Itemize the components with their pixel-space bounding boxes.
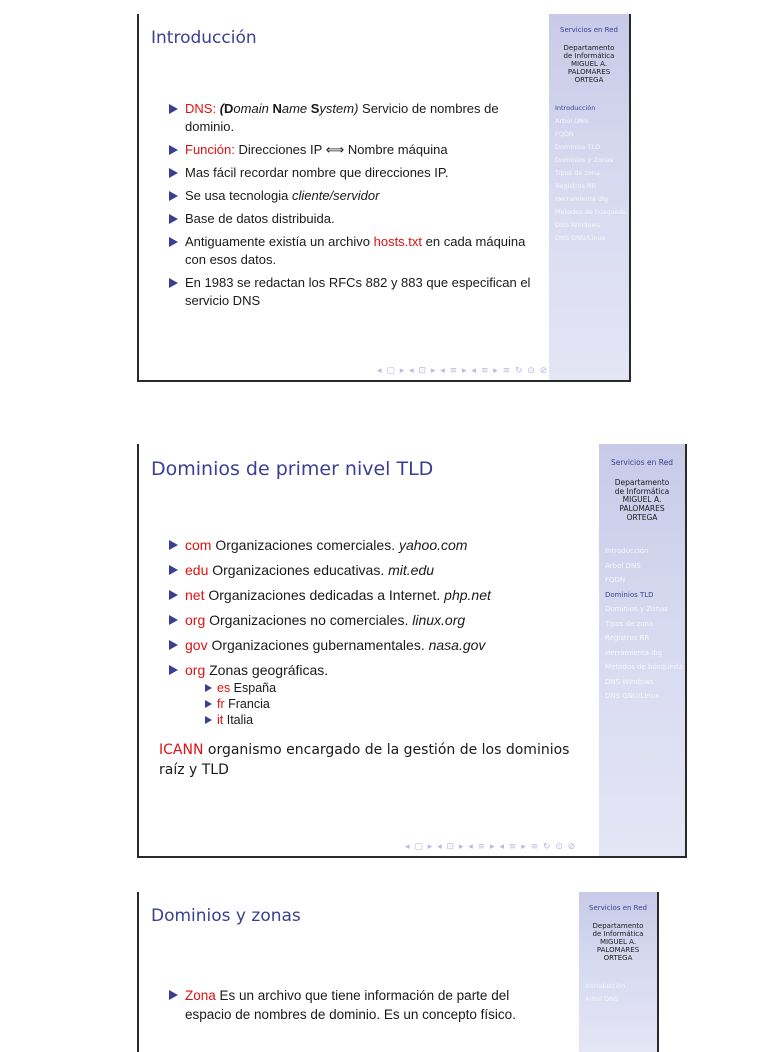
- term-funcion: Función:: [185, 142, 235, 157]
- list-item-text: En 1983 se redactan los RFCs 882 y 883 que especifican el servicio DNS: [185, 275, 531, 308]
- word-domain: omain: [233, 101, 273, 116]
- list-item-text: Es un archivo que tiene información de parte del espacio de nombres de dominio. Es un concepto físico.: [185, 988, 516, 1022]
- initial-d: D: [224, 101, 234, 116]
- geo-item: [203, 712, 607, 728]
- term-dns: DNS:: [185, 101, 217, 116]
- tld-description: Zonas geográficas.: [205, 662, 329, 678]
- list-item: [167, 586, 607, 605]
- sidebar: [549, 14, 629, 380]
- sidebar-nav-item[interactable]: Metodos de búsqueda: [605, 663, 683, 672]
- sidebar-author: MIGUEL A. PALOMARES ORTEGA: [619, 495, 665, 522]
- sidebar-nav-item[interactable]: DNS Windows: [605, 677, 654, 686]
- sidebar-nav-item[interactable]: Registros RR: [555, 182, 597, 191]
- initial-s: S: [310, 101, 320, 116]
- slide-title: Dominios y zonas: [151, 906, 301, 926]
- word-name: ame: [281, 101, 311, 116]
- bullet-list: [167, 986, 557, 1024]
- geo-name: Italia: [223, 713, 254, 727]
- list-item-text: Se usa tecnologia: [185, 188, 292, 203]
- sidebar-department: Departamento de Informática: [592, 922, 644, 939]
- sidebar-course: Servicios en Red: [589, 904, 647, 912]
- sidebar: [579, 892, 657, 1052]
- list-item: [167, 986, 557, 1024]
- sidebar-nav-item[interactable]: FQDN: [555, 130, 574, 139]
- list-item: [167, 187, 537, 205]
- paren: (: [219, 101, 225, 116]
- sidebar-nav-item[interactable]: Dominios y Zonas: [555, 156, 614, 165]
- sidebar-nav-item[interactable]: Dominios TLD: [555, 143, 601, 152]
- list-item: [167, 661, 607, 728]
- slide-introduccion: [137, 14, 631, 382]
- tld-code: com: [185, 537, 212, 553]
- tld-code: edu: [185, 562, 209, 578]
- geo-item: [203, 680, 607, 696]
- list-item: [167, 611, 607, 630]
- sidebar-nav-item[interactable]: Dominios y Zonas: [605, 605, 668, 614]
- filename: hosts.txt: [373, 234, 423, 249]
- list-item: [167, 210, 537, 228]
- sidebar-nav-item[interactable]: Dominios TLD: [605, 590, 654, 599]
- term-zona: Zona: [185, 988, 216, 1003]
- slide-dominios-tld: [137, 444, 687, 858]
- geo-code: es: [217, 681, 231, 695]
- slide-title: Introducción: [151, 28, 257, 48]
- sidebar-nav-item[interactable]: Introducción: [585, 982, 626, 991]
- sidebar-nav-item[interactable]: Introducción: [605, 547, 649, 556]
- slide-title: Dominios de primer nivel TLD: [151, 458, 434, 480]
- tld-example: php.net: [444, 587, 491, 603]
- tld-list: [167, 536, 607, 734]
- tld-description: Organizaciones gubernamentales.: [207, 637, 429, 653]
- sidebar-department: Departamento de Informática: [563, 44, 615, 61]
- tld-description: Organizaciones dedicadas a Internet.: [204, 587, 445, 603]
- list-item: [167, 561, 607, 580]
- sidebar-nav-item[interactable]: Arbol DNS: [555, 117, 589, 126]
- sidebar-nav-item[interactable]: Tipos de zona: [605, 619, 654, 628]
- slide-dominios-zonas: [137, 892, 659, 1052]
- sidebar-author: MIGUEL A. PALOMARES ORTEGA: [596, 938, 640, 963]
- sidebar-nav-item[interactable]: Arbol DNS: [585, 995, 619, 1004]
- slide-border: [137, 444, 139, 856]
- geo-code: it: [217, 713, 224, 727]
- icann-term: ICANN: [159, 742, 204, 758]
- word-system: ystem): [319, 101, 359, 116]
- list-item: [167, 274, 537, 310]
- sidebar-nav: [605, 544, 685, 704]
- list-item-text: Base de datos distribuida.: [185, 211, 335, 226]
- icann-note: [159, 740, 589, 780]
- list-item-text: Servicio de nombres de dominio.: [185, 101, 499, 134]
- tld-example: linux.org: [412, 612, 466, 628]
- tld-code: org: [185, 612, 206, 628]
- list-item: [167, 164, 537, 182]
- sidebar-nav-item[interactable]: DNS GNU/Linux: [605, 692, 660, 701]
- geo-name: España: [230, 681, 277, 695]
- beamer-navigation-bar[interactable]: ◂ ▢ ▸ ◂ ⊡ ▸ ◂ ≡ ▸ ◂ ≡ ▸ ≡ ↻ ⊙ ⊘: [377, 366, 549, 376]
- sidebar-nav: [585, 980, 657, 1006]
- sidebar-nav-item[interactable]: Herramienta dig: [605, 648, 663, 657]
- tld-example: yahoo.com: [398, 537, 468, 553]
- geo-name: Francia: [224, 697, 270, 711]
- sidebar-nav: [555, 102, 629, 245]
- sidebar-nav-item[interactable]: Metodos de búsqueda: [555, 208, 627, 217]
- sidebar-nav-item[interactable]: FQDN: [605, 576, 626, 585]
- list-item: [167, 636, 607, 655]
- tld-description: Organizaciones educativas.: [208, 562, 389, 578]
- sidebar-course: Servicios en Red: [610, 458, 674, 467]
- list-item: [167, 536, 607, 555]
- icann-text: organismo encargado de la gestión de los dominios raíz y TLD: [159, 742, 570, 778]
- list-item: [167, 100, 537, 136]
- sidebar-department: Departamento de Informática: [614, 478, 670, 496]
- bullet-list: [167, 100, 537, 310]
- beamer-navigation-bar[interactable]: ◂ ▢ ▸ ◂ ⊡ ▸ ◂ ≡ ▸ ◂ ≡ ▸ ≡ ↻ ⊙ ⊘: [405, 842, 577, 852]
- sidebar-nav-item[interactable]: Arbol DNS: [605, 561, 641, 570]
- geo-item: [203, 696, 607, 712]
- tld-example: mit.edu: [388, 562, 435, 578]
- slide-border: [137, 14, 139, 380]
- list-item-text: Direcciones IP ⟺ Nombre máquina: [234, 142, 448, 157]
- sidebar-nav-item[interactable]: DNS GNU/Linux: [555, 234, 606, 243]
- geo-list: [185, 680, 607, 728]
- sidebar-nav-item[interactable]: DNS Windows: [555, 221, 601, 230]
- tld-code: org: [185, 662, 206, 678]
- sidebar-nav-item[interactable]: Herramienta dig: [555, 195, 609, 204]
- tld-example: nasa.gov: [428, 637, 486, 653]
- sidebar-nav-item[interactable]: Tipos de zona: [555, 169, 600, 178]
- list-item-text: en cada máquina con esos datos.: [185, 234, 526, 267]
- initial-n: N: [272, 101, 282, 116]
- sidebar: [599, 444, 685, 856]
- list-item: [167, 141, 537, 159]
- sidebar-author: MIGUEL A. PALOMARES ORTEGA: [567, 60, 611, 85]
- tld-description: Organizaciones no comerciales.: [205, 612, 413, 628]
- list-item: [167, 233, 537, 269]
- list-item-text: Antiguamente existía un archivo: [185, 234, 374, 249]
- geo-code: fr: [217, 697, 225, 711]
- sidebar-course: Servicios en Red: [560, 26, 618, 34]
- sidebar-nav-item[interactable]: Introducción: [555, 104, 596, 113]
- tld-code: gov: [185, 637, 208, 653]
- list-item-text: Mas fácil recordar nombre que direcciones IP.: [185, 165, 449, 180]
- sidebar-nav-item[interactable]: Registros RR: [605, 634, 650, 643]
- emphasis: cliente/servidor: [291, 188, 380, 203]
- tld-description: Organizaciones comerciales.: [211, 537, 399, 553]
- tld-code: net: [185, 587, 205, 603]
- slide-border: [137, 892, 139, 1052]
